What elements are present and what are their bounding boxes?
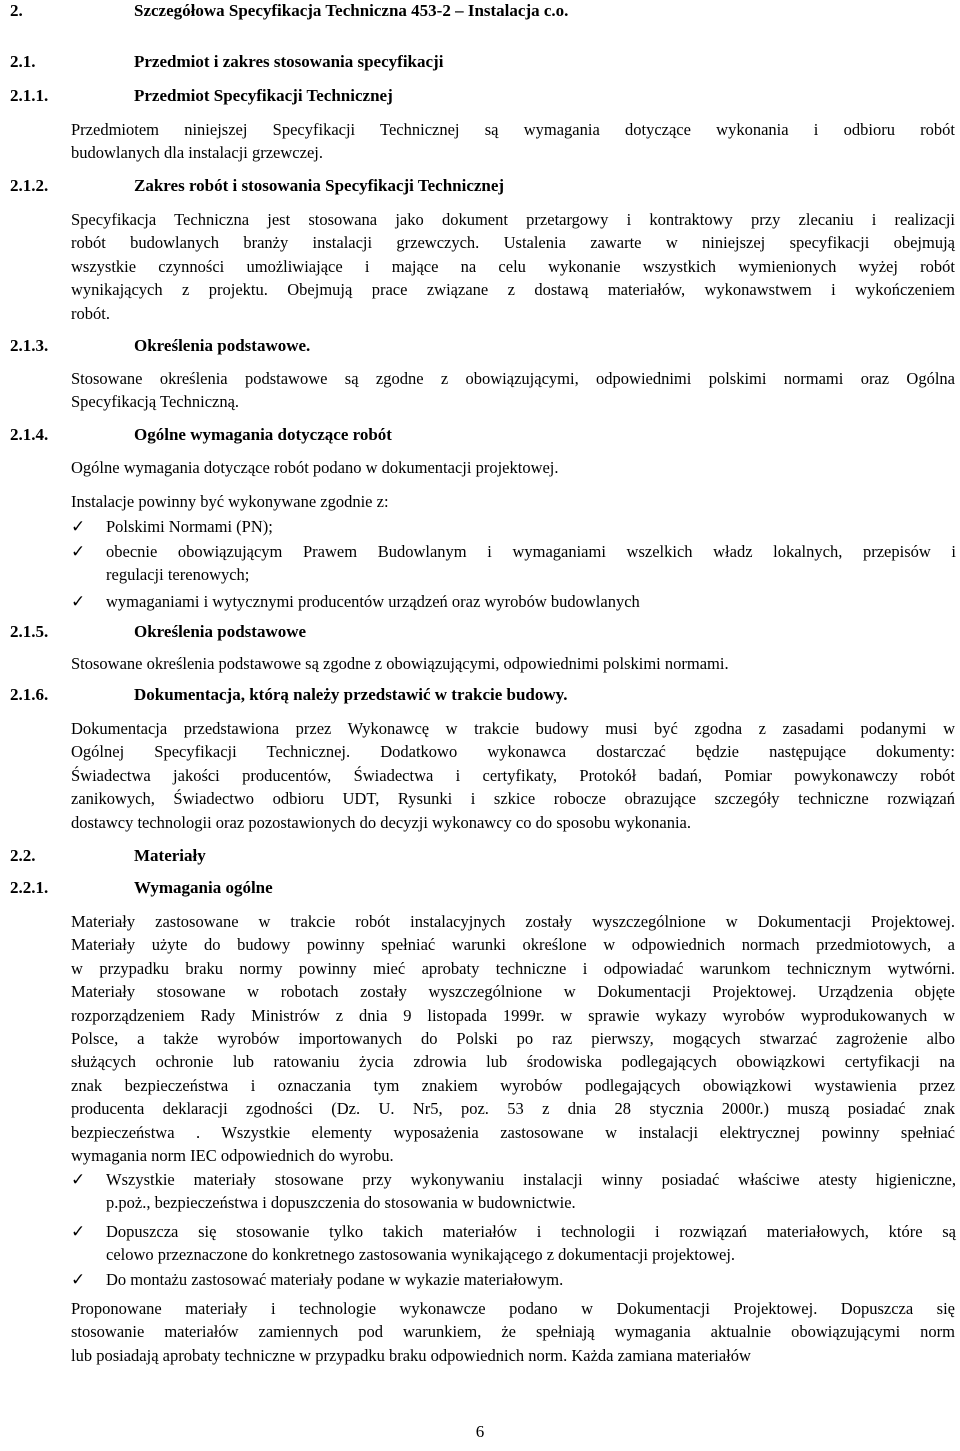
text-line: Dokumentacja przedstawiona przez Wykonawcę w trakcie budowy musi być zgodna z zasadami podanymi w bbox=[71, 719, 955, 738]
section-number: 2.1.6. bbox=[10, 685, 49, 704]
text-line: Dopuszcza się stosowanie tylko takich materiałów i technologii i rozwiązań materiałowych, które są bbox=[106, 1222, 956, 1241]
list-item bbox=[106, 515, 956, 538]
text-line: Wszystkie materiały stosowane przy wykonywaniu instalacji winny posiadać właściwe atesty higieniczne, bbox=[106, 1170, 956, 1189]
text-line: Instalacje powinny być wykonywane zgodnie z: bbox=[71, 492, 389, 511]
text-line: wszystkie czynności umożliwiające i mające na celu wykonanie wszystkich wymienionych wyżej robót bbox=[71, 256, 955, 276]
text-line: znak bezpieczeństwa i oznaczania tym znakiem wyrobów podlegających obowiązkowi wystawienia przez bbox=[71, 1075, 955, 1095]
section-number: 2.1.5. bbox=[10, 622, 49, 641]
text-line: Materiały stosowane w robotach zostały wyszczególnione w Dokumentacji Projektowej. Urządzenia objęte bbox=[71, 982, 955, 1002]
text-line: producenta deklaracji zgodności (Dz. U. Nr5, poz. 53 z dnia 28 stycznia 2000r.) muszą posiadać znak bbox=[71, 1099, 955, 1119]
text-line: wymaganiami i wytycznymi producentów urządzeń oraz wyrobów budowlanych bbox=[106, 592, 640, 611]
section-title: Szczegółowa Specyfikacja Techniczna 453-2 – Instalacja c.o. bbox=[134, 1, 569, 20]
section-title: Ogólne wymagania dotyczące robót bbox=[134, 425, 392, 444]
text-line: lub posiadają aprobaty techniczne w przypadku braku odpowiednich norm. Każda zamiana materiałów bbox=[71, 1345, 751, 1365]
section-title: Zakres robót i stosowania Specyfikacji Technicznej bbox=[134, 176, 505, 195]
text-line: wynikających z projektu. Obejmują prace związane z dostawą materiałów, wykonawstwem i wykończeniem bbox=[71, 280, 955, 300]
text-line: Przedmiotem niniejszej Specyfikacji Technicznej są wymagania dotyczące wykonania i odbioru robót bbox=[71, 120, 955, 139]
list-item bbox=[106, 590, 956, 613]
text-line: Stosowane określenia podstawowe są zgodne z obowiązującymi, odpowiednimi polskimi normami. bbox=[71, 654, 729, 673]
text-line: Ogólnej Specyfikacji Technicznej. Dodatkowo wykonawca dostarczać będzie następujące dokumenty: bbox=[71, 742, 955, 762]
paragraph bbox=[71, 490, 955, 513]
text-line: Polsce, a także wyrobów importowanych do Polski po raz pierwszy, mogących stwarzać zagrożenie albo bbox=[71, 1029, 955, 1049]
paragraph bbox=[71, 717, 955, 834]
text-line: Ogólne wymagania dotyczące robót podano w dokumentacji projektowej. bbox=[71, 458, 559, 477]
text-line: Proponowane materiały i technologie wykonawcze podano w Dokumentacji Projektowej. Dopuszcza się bbox=[71, 1299, 955, 1318]
text-line: robót. bbox=[71, 303, 110, 323]
section-title: Dokumentacja, którą należy przedstawić w trakcie budowy. bbox=[134, 685, 568, 704]
paragraph bbox=[71, 367, 955, 414]
section-title: Materiały bbox=[134, 846, 206, 865]
paragraph bbox=[71, 456, 955, 479]
text-line: regulacji terenowych; bbox=[106, 565, 250, 585]
text-line: rozporządzeniem Rady Ministrów z dnia 9 listopada 1999r. w sprawie wykazy wyrobów wyprodukowanych w bbox=[71, 1005, 955, 1025]
text-line: Specyfikacją Techniczną. bbox=[71, 392, 240, 412]
section-title: Przedmiot i zakres stosowania specyfikacji bbox=[134, 52, 444, 71]
check-icon: ✓ bbox=[71, 592, 86, 611]
text-line: w przypadku braku normy powinny mieć aprobaty techniczne i odpowiadać warunkom technicznym wytwórni. bbox=[71, 958, 955, 978]
text-line: p.poż., bezpieczeństwa i dopuszczenia do stosowania w budownictwie. bbox=[106, 1193, 576, 1213]
text-line: zanikowych, Świadectwo odbioru UDT, Rysunki i szkice robocze obrazujące szczegóły techniczne rozwiązań bbox=[71, 789, 955, 809]
text-line: bezpieczeństwa . Wszystkie elementy wyposażenia zastosowane w instalacji elektrycznej powinny spełniać bbox=[71, 1122, 955, 1142]
section-title: Wymagania ogólne bbox=[134, 878, 273, 897]
paragraph bbox=[71, 910, 955, 1167]
text-line: stosowanie materiałów zamiennych pod warunkiem, że spełniają wymagania aktualnie obowiązującymi norm bbox=[71, 1322, 955, 1342]
check-icon: ✓ bbox=[71, 517, 86, 536]
section-number: 2.2. bbox=[10, 846, 36, 865]
text-line: obecnie obowiązującym Prawem Budowlanym i wymaganiami wszelkich władz lokalnych, przepisów i bbox=[106, 542, 956, 561]
section-number: 2.2.1. bbox=[10, 878, 49, 897]
section-number: 2.1. bbox=[10, 52, 36, 71]
paragraph bbox=[71, 652, 955, 675]
section-title: Określenia podstawowe bbox=[134, 622, 307, 641]
text-line: służących ochronie lub ratowaniu życia zdrowia lub środowiska podlegających obowiązkowi certyfikacji na bbox=[71, 1052, 955, 1072]
list-item bbox=[106, 1220, 956, 1267]
section-number: 2.1.3. bbox=[10, 336, 49, 355]
text-line: Do montażu zastosować materiały podane w wykazie materiałowym. bbox=[106, 1270, 564, 1289]
section-number: 2.1.4. bbox=[10, 425, 49, 444]
paragraph bbox=[71, 118, 955, 165]
section-number: 2.1.2. bbox=[10, 176, 49, 195]
text-line: celowo przeznaczone do konkretnego zastosowania wynikającego z dokumentacji projektowej. bbox=[106, 1245, 736, 1265]
text-line: dostawcy technologii oraz pozostawionych do decyzji wykonawcy co do sposobu wykonania. bbox=[71, 812, 691, 832]
check-icon: ✓ bbox=[71, 542, 86, 561]
text-line: robót budowlanych branży instalacji grzewczych. Ustalenia zawarte w niniejszej specyfikacji obejmują bbox=[71, 233, 955, 253]
check-icon: ✓ bbox=[71, 1222, 86, 1241]
check-icon: ✓ bbox=[71, 1170, 86, 1189]
paragraph bbox=[71, 1297, 955, 1367]
section-number: 2.1.1. bbox=[10, 86, 49, 105]
text-line: wymagania norm IEC odpowiednich do wyrobu. bbox=[71, 1146, 394, 1166]
section-title: Przedmiot Specyfikacji Technicznej bbox=[134, 86, 393, 105]
text-line: Polskimi Normami (PN); bbox=[106, 517, 273, 536]
text-line: Materiały zastosowane w trakcie robót instalacyjnych zostały wyszczególnione w Dokumentacji Projektowej. bbox=[71, 912, 955, 931]
list-item bbox=[106, 1168, 956, 1215]
text-line: budowlanych dla instalacji grzewczej. bbox=[71, 143, 323, 163]
section-number: 2. bbox=[10, 1, 23, 20]
text-line: Świadectwa jakości producentów, Świadectwa i certyfikaty, Protokół badań, Pomiar powykonawczy robót bbox=[71, 765, 955, 785]
list-item bbox=[106, 540, 956, 587]
page-number: 6 bbox=[475, 1422, 485, 1441]
list-item bbox=[106, 1268, 956, 1291]
paragraph bbox=[71, 208, 955, 325]
text-line: Materiały użyte do budowy powinny spełniać warunki określone w odpowiednich normach przedmiotowych, a bbox=[71, 935, 955, 955]
check-icon: ✓ bbox=[71, 1270, 86, 1289]
text-line: Specyfikacja Techniczna jest stosowana jako dokument przetargowy i kontraktowy przy zlecaniu i realizacji bbox=[71, 210, 955, 229]
text-line: Stosowane określenia podstawowe są zgodne z obowiązującymi, odpowiednimi polskimi normami oraz Ogólna bbox=[71, 369, 955, 388]
section-title: Określenia podstawowe. bbox=[134, 336, 311, 355]
